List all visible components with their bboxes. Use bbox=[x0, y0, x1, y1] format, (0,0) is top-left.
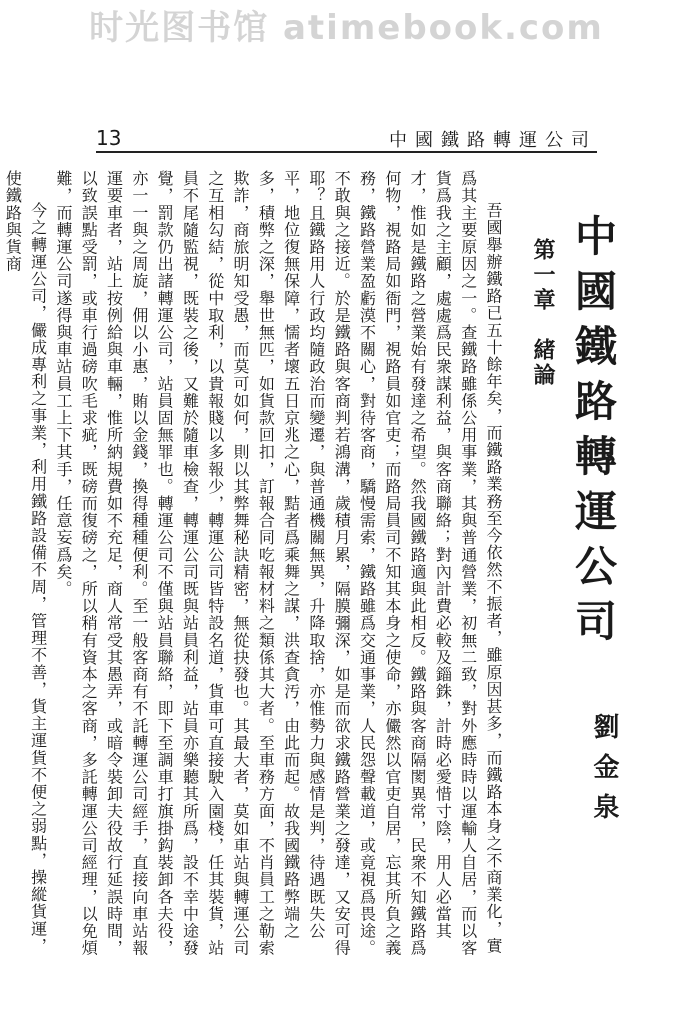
header-rule bbox=[96, 151, 597, 153]
paragraph: 今之轉運公司，儼成專利之事業，利用鐵路設備不周，管理不善，貨主運貨不便之弱點，操縱貨運，使鐵路與貨商 bbox=[3, 170, 48, 955]
article-title: 中國鐵路轉運公司 bbox=[569, 214, 618, 654]
author-name: 劉金泉 bbox=[589, 713, 619, 833]
page-header bbox=[96, 126, 597, 152]
body-text bbox=[3, 170, 506, 960]
page-number: 13 bbox=[96, 126, 122, 150]
chapter-heading: 第一章 緒論 bbox=[530, 238, 555, 388]
watermark: 时光图书馆 atimebook.com bbox=[89, 8, 604, 48]
running-title: 中國鐵路轉運公司 bbox=[389, 130, 597, 151]
paragraph: 吾國舉辦鐵路已五十餘年矣，而鐵路業務至今依然不振者，雖原因甚多，而鐵路本身之不商業化，實爲其主要原因之一。查鐵路雖係公用事業，其與普通營業，初無二致，對外應時時以運輸人自居，而以客貨爲我之主顧，處處爲民衆謀利益，與客商聯絡；對內計費必較及錙銖，計時必愛惜寸陰，用人必當其才，惟如是鐵路之營業始有發達之希望。然我國鐵路適與此相反。鐵路與客商隔閡異常，民衆不知鐵路爲何物，視路局如衙門，視路員如官吏；而路局員司不知其本身之使命，亦儼然以官吏自居，忘其所負之義務，鐵路營業盈虧漠不關心，對待客商，驕慢需索，鐵路雖爲交通事業，人民怨聲載道，或竟視爲畏途。不敢與之接近。於是鐵路與客商判若鴻溝，歲積月累，隔膜彌深，如是而欲求鐵路營業之發達，又安可得耶？且鐵路用人行政均隨政治而變遷，與普通機關無異，升降取捨，亦惟勢力與感情是判，待遇既失公平，地位復無保障，懦者壞五日京兆之心，黠者爲乘舞之謀，洪查貪汚，由此而起。故我國鐵路弊端之多，積弊之深，舉世無匹，如貨款回扣，訂報合同吃報材料之類係其大者。至車務方面，不肖員工之勒索欺詐，商旅明知受愚，而莫可如何，則以其弊舞秘訣精密，無從抉發也。其最大者，莫如車站與轉運公司之互相勾結，從中取利，以貴報賤以多報少，轉運公司皆特設名道，貨車可直接駛入園棧，任其裝貨，站員不尾隨監視，既裝之後，又難於隨車檢查，轉運公司既與站員利益，站員亦樂聽其所爲，設不幸中途發覺，罰款仍出諸轉運公司，站員固無罪也。轉運公司不僅與站員聯絡，即下至調車打旗掛鈎裝卸各夫役，亦一一與之周旋，佣以小惠，賄以金錢，換得種種便利。至一般客商有不託轉運公司經手，直接向車站報運要車者，站上按例給與車輛，惟所納規費如不充足，商人常受其愚弄，或暗令裝卸夫役故行延誤時間，以致誤點受罰，或車行過磅吹毛求疵，既磅而復磅之，所以稍有資本之客商，多託轉運公司經理，以免煩難，而轉運公司遂得與車站員工上下其手，任意妄爲矣。 bbox=[53, 170, 503, 957]
